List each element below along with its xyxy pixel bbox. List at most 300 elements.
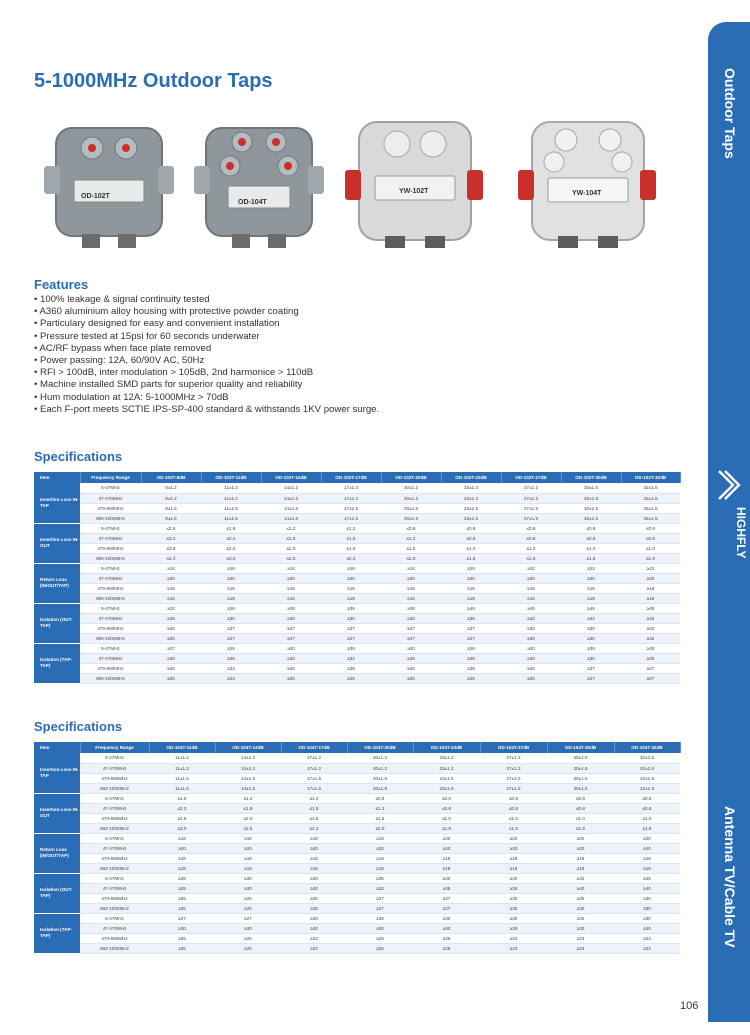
- table-cell: ≥25: [413, 933, 480, 943]
- table-cell: ≤1.0: [501, 543, 561, 553]
- table-cell: ≥32: [381, 613, 441, 623]
- table-cell: ≥18: [480, 853, 547, 863]
- table-cell: ≤0.8: [381, 523, 441, 533]
- table-cell: 23±1.2: [413, 763, 480, 773]
- table-cell: ≥30: [261, 613, 321, 623]
- table-cell: ≥23: [547, 943, 614, 953]
- table-cell: ≥25: [281, 903, 347, 913]
- frequency-cell: 47-470MHz: [80, 843, 149, 853]
- table-cell: ≥23: [201, 673, 261, 683]
- table-cell: ≥27: [321, 633, 381, 643]
- table-cell: ≤1.0: [480, 813, 547, 823]
- table-header-cell: OD-102T-11dB: [201, 472, 261, 483]
- table-cell: ≥30: [614, 913, 680, 923]
- table-cell: ≥42: [621, 613, 680, 623]
- table-cell: ≥45: [614, 873, 680, 883]
- table-group-label: Isolation (OUT-TAP): [34, 873, 80, 913]
- table-cell: 20±1.5: [347, 773, 413, 783]
- frequency-cell: 47-470MHz: [80, 803, 149, 813]
- table-cell: ≤1.2: [381, 533, 441, 543]
- frequency-cell: 5-47MHz: [80, 913, 149, 923]
- table-cell: 23±1.2: [441, 493, 501, 503]
- table-row: [34, 903, 680, 913]
- frequency-cell: 5-47MHz: [80, 483, 141, 493]
- table-group-label: Insertion Loss IN-TAP: [34, 753, 80, 793]
- table-cell: ≥20: [413, 833, 480, 843]
- table-cell: ≥27: [621, 663, 680, 673]
- table-cell: ≤2.5: [141, 523, 201, 533]
- table-cell: 11±1.2: [201, 483, 261, 493]
- features-list: [34, 294, 379, 416]
- table-cell: ≥30: [321, 613, 381, 623]
- table-cell: ≥25: [141, 663, 201, 673]
- frequency-cell: 47-470MHz: [80, 533, 141, 543]
- table-cell: ≥25: [501, 663, 561, 673]
- table-row: [34, 753, 680, 763]
- table-cell: ≥18: [141, 593, 201, 603]
- table-cell: ≥18: [441, 583, 501, 593]
- table-cell: ≥25: [141, 623, 201, 633]
- table-group-label: Isolation (TAP-TAP): [34, 643, 80, 683]
- table-cell: ≥40: [441, 603, 501, 613]
- spec-table-od-102t: [34, 472, 681, 684]
- table-cell: 11±1.2: [149, 753, 215, 763]
- table-cell: ≥28: [261, 603, 321, 613]
- frequency-cell: 470-860MHz: [80, 853, 149, 863]
- table-cell: ≤3.2: [141, 533, 201, 543]
- table-cell: 17±1.5: [321, 513, 381, 523]
- table-cell: ≥27: [321, 623, 381, 633]
- table-cell: ≥23: [614, 933, 680, 943]
- table-cell: ≤1.8: [261, 533, 321, 543]
- table-cell: ≥23: [547, 933, 614, 943]
- table-cell: ≥20: [480, 843, 547, 853]
- frequency-cell: 47-470MHz: [80, 573, 141, 583]
- table-cell: ≥30: [501, 623, 561, 633]
- table-cell: ≥25: [215, 943, 281, 953]
- table-cell: ≥30: [215, 923, 281, 933]
- table-cell: 11±1.5: [201, 513, 261, 523]
- table-row: [34, 933, 680, 943]
- table-cell: ≥18: [215, 853, 281, 863]
- table-cell: 20±1.2: [347, 763, 413, 773]
- frequency-cell: 860-1000MHz: [80, 943, 149, 953]
- table-cell: ≥30: [347, 913, 413, 923]
- table-cell: 23±1.2: [441, 483, 501, 493]
- table-cell: ≤0.8: [614, 793, 680, 803]
- table-row: [34, 843, 680, 853]
- table-cell: ≥32: [347, 883, 413, 893]
- table-cell: ≥25: [347, 943, 413, 953]
- table-cell: ≥22: [501, 563, 561, 573]
- table-cell: ≥18: [281, 853, 347, 863]
- table-cell: ≥32: [261, 653, 321, 663]
- table-cell: ≥30: [547, 903, 614, 913]
- table-cell: ≥28: [149, 873, 215, 883]
- feature-item: • Particulary designed for easy and convenient installation: [34, 318, 379, 330]
- table-cell: ≤0.8: [547, 793, 614, 803]
- frequency-cell: 5-47MHz: [80, 603, 141, 613]
- table-cell: ≥30: [413, 923, 480, 933]
- table-cell: 20±1.2: [347, 753, 413, 763]
- table-cell: 32±1.5: [621, 483, 680, 493]
- table-cell: ≤1.0: [621, 543, 680, 553]
- table-cell: ≥20: [413, 843, 480, 853]
- table-cell: ≥20: [480, 833, 547, 843]
- table-cell: ≥18: [141, 563, 201, 573]
- table-row: [34, 833, 680, 843]
- frequency-cell: 5-47MHz: [80, 523, 141, 533]
- table-cell: ≥25: [141, 613, 201, 623]
- table-header-cell: Frequency Range: [80, 472, 141, 483]
- table-cell: ≥40: [413, 873, 480, 883]
- table-cell: ≥20: [501, 573, 561, 583]
- table-cell: 17±1.2: [281, 753, 347, 763]
- table-row: [34, 783, 680, 793]
- table-row: [34, 553, 680, 563]
- frequency-cell: 860-1000MHz: [80, 823, 149, 833]
- table-cell: 20±1.5: [381, 513, 441, 523]
- table-cell: ≥22: [561, 563, 621, 573]
- table-cell: ≤4.2: [141, 553, 201, 563]
- table-header-cell: OD-102T-14dB: [261, 472, 321, 483]
- table-row: [34, 633, 680, 643]
- table-cell: 32±1.5: [621, 493, 680, 503]
- table-cell: 17±1.5: [281, 783, 347, 793]
- table-header-cell: OD-104T-30dB: [547, 742, 614, 753]
- table-cell: ≥23: [141, 603, 201, 613]
- table-row: [34, 893, 680, 903]
- table-row: [34, 613, 680, 623]
- table-cell: 32±1.5: [614, 753, 680, 763]
- table-cell: ≥28: [381, 653, 441, 663]
- table-header-cell: Frequency Range: [80, 742, 149, 753]
- product-label: OD-104T: [238, 199, 267, 206]
- table-cell: ≥25: [215, 933, 281, 943]
- table-cell: 30±1.5: [561, 493, 621, 503]
- table-cell: ≥45: [561, 603, 621, 613]
- frequency-cell: 470-860MHz: [80, 813, 149, 823]
- table-cell: ≥40: [614, 883, 680, 893]
- tap-4way-grey-icon: [184, 108, 334, 256]
- frequency-cell: 47-470MHz: [80, 653, 141, 663]
- table-cell: ≤0.8: [441, 523, 501, 533]
- spec-table-od-104t: [34, 742, 681, 954]
- table-cell: 11±1.5: [149, 773, 215, 783]
- table-cell: ≥20: [321, 573, 381, 583]
- table-cell: ≥20: [215, 843, 281, 853]
- table-cell: ≥20: [441, 563, 501, 573]
- table-cell: 32±1.5: [614, 773, 680, 783]
- table-cell: ≥18: [201, 563, 261, 573]
- table-cell: ≥30: [547, 913, 614, 923]
- table-cell: ≤1.8: [480, 823, 547, 833]
- table-cell: ≤1.0: [614, 813, 680, 823]
- table-cell: ≥42: [501, 613, 561, 623]
- table-cell: ≤2.2: [201, 533, 261, 543]
- table-cell: ≤1.0: [413, 813, 480, 823]
- frequency-cell: 470-860MHz: [80, 773, 149, 783]
- table-cell: ≥27: [215, 913, 281, 923]
- table-cell: ≥18: [614, 863, 680, 873]
- table-cell: ≥18: [141, 583, 201, 593]
- table-cell: ≥27: [381, 633, 441, 643]
- frequency-cell: 860-1000MHz: [80, 783, 149, 793]
- table-group-label: Insertion Loss IN-TAP: [34, 483, 80, 523]
- table-cell: ≥27: [441, 633, 501, 643]
- table-cell: 30±1.5: [547, 753, 614, 763]
- table-cell: ≤1.5: [347, 813, 413, 823]
- table-row: [34, 803, 680, 813]
- table-cell: 20±1.5: [347, 783, 413, 793]
- table-cell: 11±1.2: [149, 763, 215, 773]
- table-cell: ≤1.8: [441, 553, 501, 563]
- table-cell: ≥18: [381, 563, 441, 573]
- table-cell: ≥30: [215, 873, 281, 883]
- table-cell: ≥18: [413, 863, 480, 873]
- table-cell: ≤2.3: [321, 553, 381, 563]
- table-cell: ≥30: [321, 643, 381, 653]
- table-cell: 14±1.2: [215, 763, 281, 773]
- table-cell: ≥30: [561, 653, 621, 663]
- table-cell: ≤3.0: [201, 553, 261, 563]
- table-cell: 8±1.5: [141, 503, 201, 513]
- table-cell: ≥18: [614, 853, 680, 863]
- table-row: [34, 593, 680, 603]
- table-header-cell: OD-104T-14dB: [215, 742, 281, 753]
- table-cell: 14±1.2: [261, 483, 321, 493]
- table-cell: ≥25: [149, 933, 215, 943]
- table-cell: ≤1.2: [347, 803, 413, 813]
- frequency-cell: 860-1000MHz: [80, 673, 141, 683]
- table-cell: ≥20: [149, 843, 215, 853]
- table-cell: ≤2.0: [261, 543, 321, 553]
- frequency-cell: 860-1000MHz: [80, 593, 141, 603]
- table-cell: ≥20: [621, 573, 680, 583]
- table-cell: ≥30: [201, 613, 261, 623]
- table-cell: ≤3.8: [141, 543, 201, 553]
- table-cell: 11±1.2: [201, 493, 261, 503]
- table-cell: ≥27: [413, 903, 480, 913]
- table-cell: ≥20: [141, 573, 201, 583]
- table-cell: ≤1.8: [149, 793, 215, 803]
- table-cell: 11±1.5: [201, 503, 261, 513]
- table-header-cell: OD-104T-17dB: [281, 742, 347, 753]
- table-cell: ≤2.2: [149, 803, 215, 813]
- table-cell: ≥27: [347, 893, 413, 903]
- feature-item: • Each F-port meets SCTIE IPS-SP-400 standard & withstands 1KV power surge.: [34, 404, 379, 416]
- table-cell: ≥20: [281, 843, 347, 853]
- table-cell: ≤0.8: [561, 533, 621, 543]
- table-cell: ≥30: [501, 643, 561, 653]
- table-cell: ≥25: [149, 893, 215, 903]
- table-cell: ≥18: [261, 583, 321, 593]
- table-header-cell: Item: [34, 742, 80, 753]
- table-cell: ≥28: [441, 643, 501, 653]
- table-row: [34, 913, 680, 923]
- table-cell: ≤0.8: [501, 523, 561, 533]
- feature-item: • Hum modulation at 12A: 5-1000MHz > 70dB: [34, 392, 379, 404]
- table-cell: ≥18: [149, 833, 215, 843]
- table-cell: ≥25: [149, 903, 215, 913]
- table-cell: ≤0.8: [480, 793, 547, 803]
- table-cell: ≤1.0: [547, 813, 614, 823]
- table-cell: ≥27: [201, 623, 261, 633]
- table-header-cell: OD-104T-11dB: [149, 742, 215, 753]
- table-row: [34, 533, 680, 543]
- table-cell: ≤1.8: [201, 523, 261, 533]
- table-cell: 14±1.5: [215, 783, 281, 793]
- table-cell: ≥25: [381, 673, 441, 683]
- table-cell: ≥30: [621, 653, 680, 663]
- frequency-cell: 5-47MHz: [80, 643, 141, 653]
- table-cell: ≤0.8: [441, 533, 501, 543]
- table-cell: 20±1.5: [381, 503, 441, 513]
- table-cell: ≥25: [141, 673, 201, 683]
- table-cell: ≥18: [261, 563, 321, 573]
- tap-2way-silver-icon: [339, 108, 489, 256]
- frequency-cell: 47-470MHz: [80, 763, 149, 773]
- table-cell: ≥30: [413, 913, 480, 923]
- table-cell: ≥28: [201, 603, 261, 613]
- table-cell: ≥30: [347, 923, 413, 933]
- table-row: [34, 573, 680, 583]
- table-cell: ≥18: [381, 583, 441, 593]
- table-cell: ≤2.0: [215, 813, 281, 823]
- table-cell: ≥30: [480, 893, 547, 903]
- table-cell: ≥28: [149, 883, 215, 893]
- table-cell: ≥27: [561, 663, 621, 673]
- table-row: [34, 523, 680, 533]
- table-header-cell: OD-104T-23dB: [413, 742, 480, 753]
- table-cell: ≥18: [441, 593, 501, 603]
- table-cell: ≥18: [561, 583, 621, 593]
- spec-title-od-102t: Specifications: [34, 449, 123, 464]
- feature-item: • RFI > 100dB, inter modulation > 105dB, 2nd harmonice > 110dB: [34, 367, 379, 379]
- tap-4way-silver-icon: [512, 108, 662, 256]
- page-number: 106: [680, 1000, 699, 1012]
- table-group-label: Insertion Loss IN-OUT: [34, 523, 80, 563]
- table-cell: 8±1.2: [141, 493, 201, 503]
- frequency-cell: 470-860MHz: [80, 583, 141, 593]
- table-cell: ≥30: [480, 903, 547, 913]
- product-image-od-102t: [34, 108, 184, 256]
- table-row: [34, 883, 680, 893]
- table-cell: ≥27: [621, 673, 680, 683]
- table-cell: ≥25: [261, 673, 321, 683]
- table-cell: 30±1.5: [561, 483, 621, 493]
- table-cell: 30±1.5: [547, 763, 614, 773]
- table-cell: 23±1.5: [441, 503, 501, 513]
- table-cell: 8±1.2: [141, 483, 201, 493]
- table-group-label: Isolation (OUT-TAP): [34, 603, 80, 643]
- table-cell: 17±1.5: [281, 773, 347, 783]
- table-cell: ≥18: [281, 863, 347, 873]
- table-cell: 32±1.5: [614, 783, 680, 793]
- table-cell: ≥30: [480, 923, 547, 933]
- table-cell: ≤2.5: [261, 553, 321, 563]
- table-row: [34, 673, 680, 683]
- table-cell: ≥27: [141, 643, 201, 653]
- table-cell: ≤0.8: [480, 803, 547, 813]
- table-cell: ≥27: [149, 913, 215, 923]
- table-cell: ≥20: [547, 833, 614, 843]
- frequency-cell: 5-47MHz: [80, 873, 149, 883]
- table-cell: ≥18: [413, 853, 480, 863]
- frequency-cell: 470-860MHz: [80, 663, 141, 673]
- table-cell: ≤1.2: [215, 793, 281, 803]
- feature-item: • AC/RF bypass when face plate removed: [34, 343, 379, 355]
- table-cell: ≤1.5: [281, 803, 347, 813]
- frequency-cell: 860-1000MHz: [80, 633, 141, 643]
- table-cell: ≥18: [347, 863, 413, 873]
- table-cell: ≥45: [501, 603, 561, 613]
- table-cell: ≥25: [321, 673, 381, 683]
- table-cell: ≥30: [149, 923, 215, 933]
- table-cell: ≥23: [201, 663, 261, 673]
- table-row: [34, 643, 680, 653]
- table-cell: ≥18: [215, 833, 281, 843]
- table-cell: ≤0.8: [413, 793, 480, 803]
- table-cell: ≤0.8: [413, 803, 480, 813]
- table-cell: ≤0.8: [547, 803, 614, 813]
- frequency-cell: 470-860MHz: [80, 543, 141, 553]
- table-header-cell: OD-104T-27dB: [480, 742, 547, 753]
- table-row: [34, 663, 680, 673]
- table-cell: 23±1.5: [441, 513, 501, 523]
- table-cell: ≥30: [281, 873, 347, 883]
- table-cell: 14±1.2: [261, 493, 321, 503]
- table-cell: ≤0.8: [621, 533, 680, 543]
- table-cell: ≥40: [480, 873, 547, 883]
- table-cell: 32±1.5: [614, 763, 680, 773]
- table-cell: ≥25: [215, 903, 281, 913]
- table-row: [34, 763, 680, 773]
- table-cell: ≤1.8: [215, 803, 281, 813]
- table-cell: ≥40: [547, 883, 614, 893]
- table-cell: ≥30: [547, 893, 614, 903]
- product-image-yw-102t: [339, 108, 489, 256]
- table-row: [34, 793, 680, 803]
- table-cell: ≥38: [381, 603, 441, 613]
- table-header-cell: OD-102T-30dB: [561, 472, 621, 483]
- table-cell: ≥30: [281, 923, 347, 933]
- table-cell: ≥25: [347, 933, 413, 943]
- table-cell: ≥18: [501, 593, 561, 603]
- table-cell: ≥30: [281, 883, 347, 893]
- table-cell: ≥32: [321, 653, 381, 663]
- table-cell: 8±1.5: [141, 513, 201, 523]
- table-cell: ≥18: [381, 593, 441, 603]
- table-header-cell: OD-104T-32dB: [614, 742, 680, 753]
- feature-item: • A360 aluminium alloy housing with protective powder coating: [34, 306, 379, 318]
- logo-text: HIGHFLY: [734, 507, 748, 559]
- table-cell: ≥35: [347, 873, 413, 883]
- frequency-cell: 5-47MHz: [80, 833, 149, 843]
- frequency-cell: 860-1000MHz: [80, 863, 149, 873]
- table-cell: ≥18: [547, 853, 614, 863]
- table-row: [34, 603, 680, 613]
- table-cell: ≥27: [347, 903, 413, 913]
- table-cell: ≥30: [215, 883, 281, 893]
- table-row: [34, 543, 680, 553]
- frequency-cell: 47-470MHz: [80, 613, 141, 623]
- table-row: [34, 623, 680, 633]
- table-cell: ≤2.3: [281, 823, 347, 833]
- feature-item: • Pressure tested at 15psi for 60 seconds underwater: [34, 331, 379, 343]
- table-cell: ≥27: [561, 673, 621, 683]
- table-row: [34, 943, 680, 953]
